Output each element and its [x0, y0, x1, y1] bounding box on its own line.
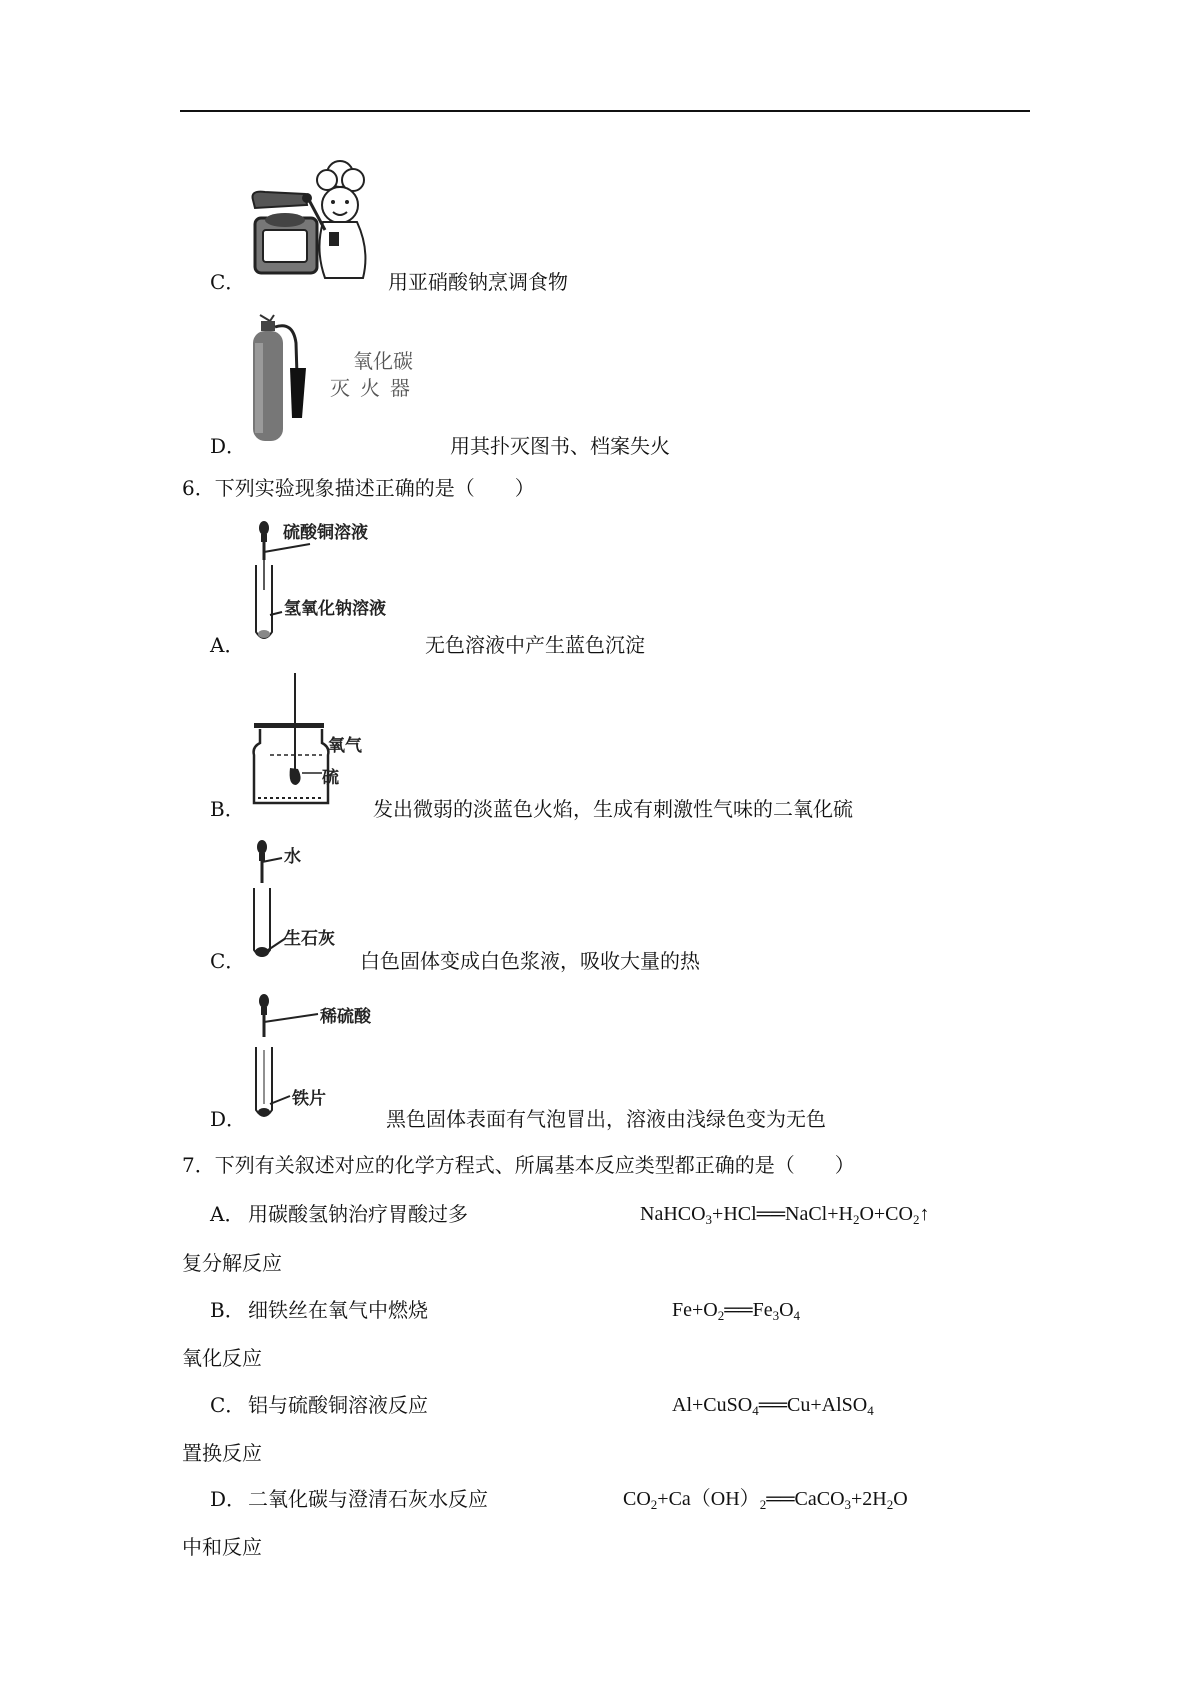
fig-d-label-bottom: 铁片: [292, 1089, 326, 1109]
fig-a-label-top: 硫酸铜溶液: [283, 523, 368, 543]
q7-option-c-equation: Al+CuSO$_4$══Cu+AlSO$_4$: [672, 1394, 874, 1418]
q7-option-a-text: 用碳酸氢钠治疗胃酸过多: [248, 1202, 468, 1226]
sulfur-burning-in-oxygen-figure: [250, 673, 380, 813]
q7-option-d-equation: $CO_2+Ca(OH)_2══CaCO_3+2H_2O$: [623, 1488, 908, 1512]
q6-option-b-label: B．: [210, 797, 245, 821]
q7-option-a-type: 复分解反应: [182, 1251, 282, 1275]
q7-option-b-type: 氧化反应: [182, 1346, 262, 1370]
q7-option-b-equation: $Fe+O_2══Fe_3O_4$: [672, 1299, 801, 1323]
fig-b-label-bottom: 硫: [322, 768, 339, 788]
q6-option-d-label: D．: [210, 1107, 247, 1131]
q6-option-b-text: 发出微弱的淡蓝色火焰，生成有刺激性气味的二氧化硫: [373, 797, 853, 821]
quicklime-water-figure: [250, 838, 360, 968]
copper-sulfate-dropper-figure: [250, 520, 430, 648]
q7-option-d-label: D．: [210, 1487, 247, 1511]
extinguisher-caption-line1: 氧化碳: [353, 349, 413, 373]
fig-b-label-top: 氧气: [328, 736, 362, 756]
fig-a-label-bottom: 氢氧化钠溶液: [284, 599, 386, 619]
q7-option-d-type: 中和反应: [182, 1535, 262, 1559]
q7-option-c-type: 置换反应: [182, 1441, 262, 1465]
chef-cooking-illustration: [245, 160, 385, 285]
q7-option-a-label: A．: [210, 1202, 245, 1226]
q7-option-b-label: B．: [210, 1298, 245, 1322]
co2-fire-extinguisher-illustration: [248, 313, 428, 448]
extinguisher-caption-line2: 灭火器: [330, 376, 420, 400]
q5-option-c-text: 用亚硝酸钠烹调食物: [388, 270, 568, 294]
q7-option-d-text: 二氧化碳与澄清石灰水反应: [248, 1487, 488, 1511]
q7-option-b-text: 细铁丝在氧气中燃烧: [248, 1298, 428, 1322]
q5-option-d-text: 用其扑灭图书、档案失火: [450, 434, 670, 458]
fig-c-label-top: 水: [284, 847, 301, 867]
q5-option-d-label: D．: [210, 434, 247, 458]
q7-question: 7．下列有关叙述对应的化学方程式、所属基本反应类型都正确的是（ ）: [182, 1153, 855, 1177]
q7-option-c-text: 铝与硫酸铜溶液反应: [248, 1393, 428, 1417]
fig-d-label-top: 稀硫酸: [320, 1007, 371, 1027]
q6-option-c-label: C．: [210, 949, 246, 973]
iron-dilute-acid-figure: [250, 992, 390, 1127]
q7-option-c-label: C．: [210, 1393, 246, 1417]
fig-c-label-bottom: 生石灰: [284, 929, 335, 949]
q6-option-c-text: 白色固体变成白色浆液，吸收大量的热: [360, 949, 700, 973]
q6-option-a-text: 无色溶液中产生蓝色沉淀: [425, 633, 645, 657]
q6-option-d-text: 黑色固体表面有气泡冒出，溶液由浅绿色变为无色: [386, 1107, 826, 1131]
q6-question: 6．下列实验现象描述正确的是（ ）: [182, 476, 535, 500]
header-rule: [180, 110, 1030, 112]
q6-option-a-label: A．: [210, 633, 245, 657]
q7-option-a-equation: $NaHCO_3+HCl══NaCl+H_2O+CO_2↑$: [640, 1203, 930, 1227]
q5-option-c-label: C．: [210, 270, 246, 294]
